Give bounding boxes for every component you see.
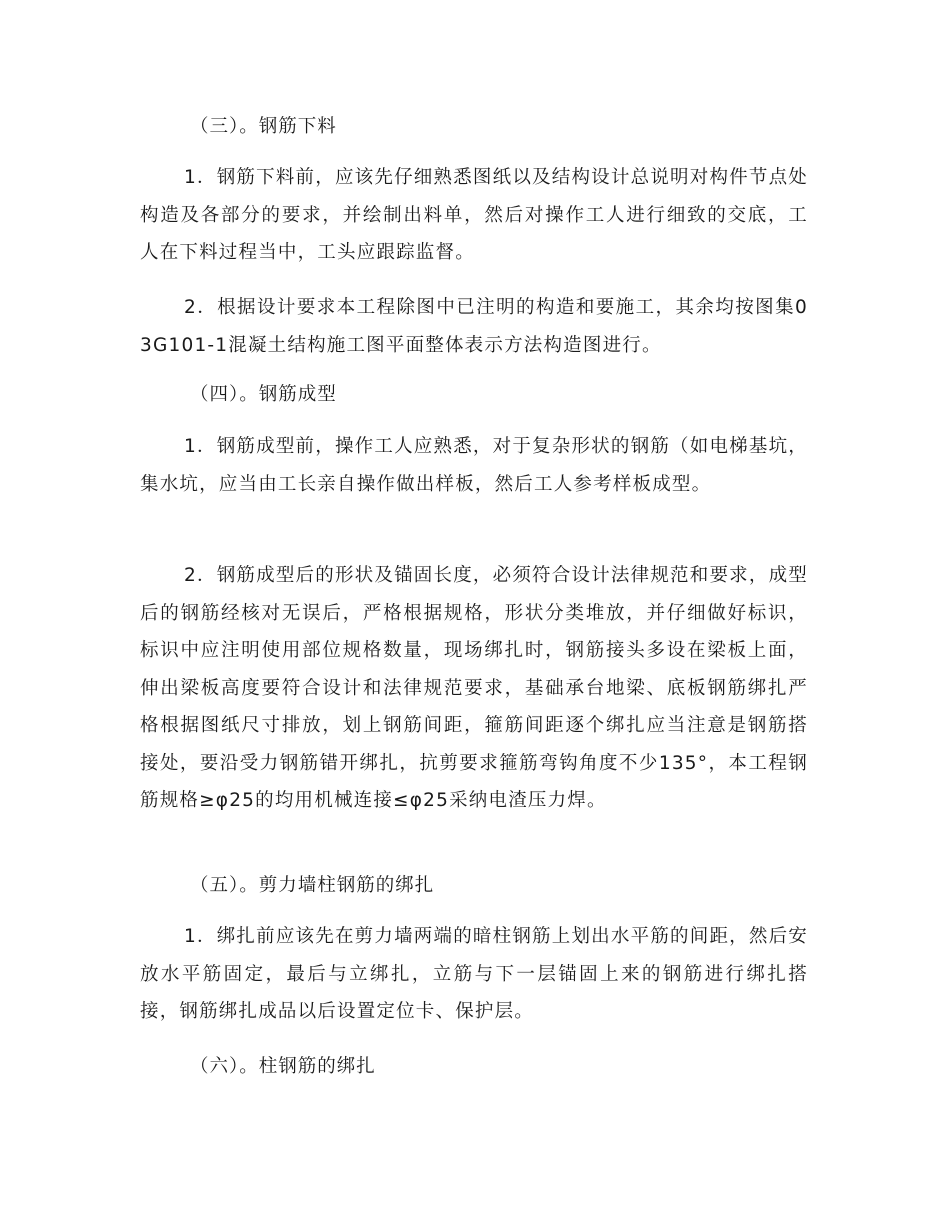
paragraph-4-1: 1．钢筋成型前，操作工人应熟悉，对于复杂形状的钢筋（如电梯基坑，集水坑，应当由工长亲自操作做出样板，然后工人参考样板成型。 bbox=[140, 436, 808, 495]
section-heading-5: （五）。剪力墙柱钢筋的绑扎 bbox=[190, 875, 435, 896]
section-heading-3: （三）。钢筋下料 bbox=[190, 116, 337, 137]
paragraph-3-2: 2．根据设计要求本工程除图中已注明的构造和要施工，其余均按图集03G101-1混凝土结构施工图平面整体表示方法构造图进行。 bbox=[140, 297, 808, 356]
paragraph-5-1: 1．绑扎前应该先在剪力墙两端的暗柱钢筋上划出水平筋的间距，然后安放水平筋固定，最后与立绑扎，立筋与下一层锚固上来的钢筋进行绑扎搭接，钢筋绑扎成品以后设置定位卡、保护层。 bbox=[140, 926, 808, 1022]
section-heading-4: （四）。钢筋成型 bbox=[190, 384, 337, 405]
paragraph-3-1: 1．钢筋下料前，应该先仔细熟悉图纸以及结构设计总说明对构件节点处构造及各部分的要求，并绘制出料单，然后对操作工人进行细致的交底，工人在下料过程当中，工头应跟踪监督。 bbox=[140, 167, 808, 263]
paragraph-4-2: 2．钢筋成型后的形状及锚固长度，必须符合设计法律规范和要求，成型后的钢筋经核对无误后，严格根据规格，形状分类堆放，并仔细做好标识，标识中应注明使用部位规格数量，现场绑扎时，钢筋接头多设在梁板上面，伸出梁板高度要符合设计和法律规范要求，基础承台地梁、底板钢筋绑扎严格根据图纸尺寸排放，划上钢筋间距，箍筋间距逐个绑扎应当注意是钢筋搭接处，要沿受力钢筋错开绑扎，抗剪要求箍筋弯钩角度不少135°，本工程钢筋规格≥φ25的均用机械连接≤φ25采纳电渣压力焊。 bbox=[140, 565, 808, 811]
section-heading-6: （六）。柱钢筋的绑扎 bbox=[190, 1056, 376, 1077]
